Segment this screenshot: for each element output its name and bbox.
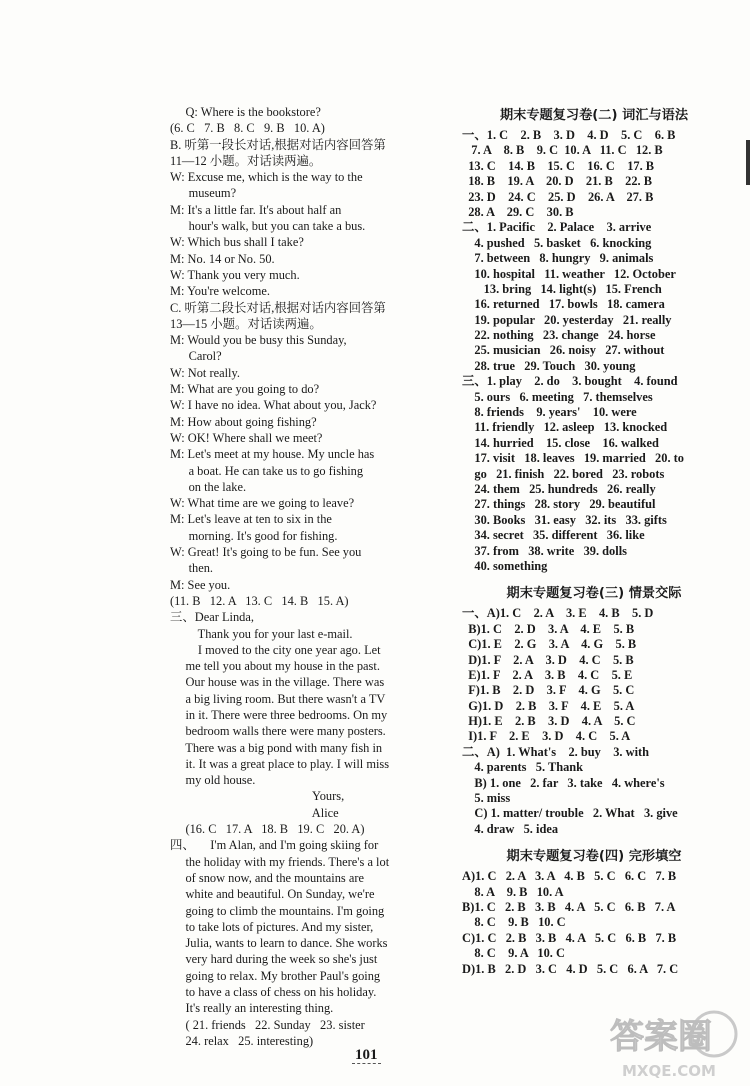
answer-line: 37. from 38. write 39. dolls (462, 543, 627, 558)
left-line: M: What are you going to do? (170, 382, 320, 397)
left-line: W: Which bus shall I take? (170, 235, 304, 250)
left-line: (6. C 7. B 8. C 9. B 10. A) (170, 121, 325, 136)
left-line: C. 听第二段长对话,根据对话内容回答第 (170, 300, 386, 315)
left-line: then. (170, 561, 214, 576)
answer-line: 17. visit 18. leaves 19. married 20. to (462, 451, 684, 466)
answer-line: 14. hurried 15. close 16. walked (462, 435, 659, 450)
answer-line: B)1. C 2. D 3. A 4. E 5. B (462, 621, 635, 636)
answer-line: 8. friends 9. years' 10. were (462, 405, 637, 420)
section-title: 期末专题复习卷(三) 情景交际 (506, 586, 682, 602)
answer-line: E)1. F 2. A 3. B 4. C 5. E (462, 667, 633, 682)
answer-line: 16. returned 17. bowls 18. camera (462, 297, 665, 312)
left-line: B. 听第一段长对话,根据对话内容回答第 (170, 137, 386, 152)
answer-line: D)1. B 2. D 3. C 4. D 5. C 6. A 7. C (462, 961, 679, 976)
left-line: 24. relax 25. interesting) (170, 1033, 314, 1048)
left-line: 11—12 小题。对话读两遍。 (170, 153, 322, 168)
answer-line: 8. C 9. B 10. C (462, 915, 566, 930)
answer-line: 40. something (462, 558, 548, 573)
answer-line: B)1. C 2. B 3. B 4. A 5. C 6. B 7. A (462, 899, 676, 914)
left-line: W: OK! Where shall we meet? (170, 430, 323, 445)
left-line: hour's walk, but you can take a bus. (170, 219, 366, 234)
answer-line: 8. C 9. A 10. C (462, 946, 565, 961)
left-line: my old house. (170, 773, 256, 788)
answer-line: 4. pushed 5. basket 6. knocking (462, 235, 652, 250)
left-column (170, 104, 442, 1049)
answer-line: B) 1. one 2. far 3. take 4. where's (462, 775, 665, 790)
left-line: 13—15 小题。对话读两遍。 (170, 316, 322, 331)
watermark-cn-text: 答案圈 (610, 1017, 712, 1057)
left-line: (11. B 12. A 13. C 14. B 15. A) (170, 593, 349, 608)
left-line: bedroom walls there were many posters. (170, 724, 386, 739)
left-line: W: Thank you very much. (170, 267, 300, 282)
answer-line: H)1. E 2. B 3. D 4. A 5. C (462, 714, 636, 729)
answer-line: 13. bring 14. light(s) 15. French (462, 281, 662, 296)
left-line: on the lake. (170, 479, 247, 494)
left-line: It's really an interesting thing. (170, 1001, 334, 1016)
left-line: M: No. 14 or No. 50. (170, 251, 275, 266)
answer-line: D)1. F 2. A 3. D 4. C 5. B (462, 652, 634, 667)
right-column (462, 104, 726, 977)
left-line: M: Would you be busy this Sunday, (170, 333, 347, 348)
answer-line: 5. miss (462, 791, 511, 806)
answer-line: 25. musician 26. noisy 27. without (462, 343, 665, 358)
left-line: M: How about going fishing? (170, 414, 317, 429)
page-edge-mark (746, 140, 750, 185)
left-line: W: I have no idea. What about you, Jack? (170, 398, 377, 413)
left-line: W: What time are we going to leave? (170, 496, 355, 511)
answer-line: 23. D 24. C 25. D 26. A 27. B (462, 189, 654, 204)
answer-line: 7. between 8. hungry 9. animals (462, 251, 654, 266)
left-line: museum? (170, 186, 237, 201)
answer-line: 二、A) 1. What's 2. buy 3. with (462, 744, 650, 759)
answer-line: A)1. C 2. A 3. A 4. B 5. C 6. C 7. B (462, 869, 677, 884)
left-line: white and beautiful. On Sunday, we're (170, 887, 375, 902)
left-line: of snow now, and the mountains are (170, 870, 364, 885)
answer-line: 13. C 14. B 15. C 16. C 17. B (462, 158, 655, 173)
left-line: There was a big pond with many fish in (170, 740, 383, 755)
left-line: Alice (170, 805, 339, 820)
left-line: Thank you for your last e-mail. (170, 626, 353, 641)
answer-line: 三、1. play 2. do 3. bought 4. found (462, 374, 678, 389)
left-line: morning. It's good for fishing. (170, 528, 338, 543)
answer-line: F)1. B 2. D 3. F 4. G 5. C (462, 683, 635, 698)
answer-line: I)1. F 2. E 3. D 4. C 5. A (462, 729, 631, 744)
answer-line: 一、1. C 2. B 3. D 4. D 5. C 6. B (462, 128, 676, 142)
answer-line: 11. friendly 12. asleep 13. knocked (462, 420, 668, 435)
left-line: M: You're welcome. (170, 284, 270, 299)
answer-line: C)1. C 2. B 3. B 4. A 5. C 6. B 7. B (462, 930, 677, 945)
answer-line: C) 1. matter/ trouble 2. What 3. give (462, 806, 678, 821)
answer-line: 28. A 29. C 30. B (462, 204, 574, 219)
watermark-en-text: MXQE.COM (622, 1062, 716, 1080)
left-line: M: It's a little far. It's about half an (170, 202, 342, 217)
answer-line: C)1. E 2. G 3. A 4. G 5. B (462, 637, 637, 652)
left-line: (16. C 17. A 18. B 19. C 20. A) (170, 822, 365, 837)
answer-line: 28. true 29. Touch 30. young (462, 358, 636, 373)
left-line: it. It was a great place to play. I will miss (170, 756, 390, 771)
left-line: to have a class of chess on his holiday. (170, 985, 377, 1000)
section-title: 期末专题复习卷(二) 词汇与语法 (499, 108, 689, 123)
left-line: W: Excuse me, which is the way to the (170, 170, 363, 185)
answer-line: 18. B 19. A 20. D 21. B 22. B (462, 174, 653, 189)
answer-line: 27. things 28. story 29. beautiful (462, 497, 656, 512)
answer-line: 30. Books 31. easy 32. its 33. gifts (462, 512, 667, 527)
answer-line: 8. A 9. B 10. A (462, 884, 564, 899)
page-number: 101 (352, 1047, 381, 1064)
left-line: Our house was in the village. There was (170, 675, 385, 690)
left-line: M: Let's meet at my house. My uncle has (170, 447, 375, 462)
left-line: a big living room. But there wasn't a TV (170, 691, 386, 706)
left-line: Q: Where is the bookstore? (170, 105, 321, 119)
answer-line: 10. hospital 11. weather 12. October (462, 266, 676, 281)
left-line: very hard during the week so she's just (170, 952, 378, 967)
left-line: M: See you. (170, 577, 231, 592)
left-line: me tell you about my house in the past. (170, 659, 380, 674)
left-line: the holiday with my friends. There's a lot (170, 854, 390, 869)
left-line: ( 21. friends 22. Sunday 23. sister (170, 1017, 365, 1032)
answer-line: 二、1. Pacific 2. Palace 3. arrive (462, 220, 652, 235)
left-line: M: Let's leave at ten to six in the (170, 512, 332, 527)
answer-line: 24. them 25. hundreds 26. really (462, 481, 656, 496)
answer-line: G)1. D 2. B 3. F 4. E 5. A (462, 698, 635, 713)
answer-line: 34. secret 35. different 36. like (462, 528, 645, 543)
answer-line: 7. A 8. B 9. C 10. A 11. C 12. B (462, 143, 663, 158)
left-line: 三、Dear Linda, (170, 610, 254, 625)
left-line: Julia, wants to learn to dance. She works (170, 936, 388, 951)
answer-line: 5. ours 6. meeting 7. themselves (462, 389, 653, 404)
answer-line: 22. nothing 23. change 24. horse (462, 328, 656, 343)
answer-line: 4. parents 5. Thank (462, 760, 584, 775)
left-line: going to relax. My brother Paul's going (170, 968, 381, 983)
section-title: 期末专题复习卷(四) 完形填空 (506, 849, 682, 865)
left-line: 四、 I'm Alan, and I'm going skiing for (170, 838, 379, 853)
left-line: I moved to the city one year ago. Let (170, 642, 381, 657)
left-line: in it. There were three bedrooms. On my (170, 707, 388, 722)
answer-line: 4. draw 5. idea (462, 821, 559, 836)
left-line: to take lots of pictures. And my sister, (170, 919, 374, 934)
left-line: W: Not really. (170, 365, 240, 380)
answer-line: 19. popular 20. yesterday 21. really (462, 312, 672, 327)
left-line: Carol? (170, 349, 222, 364)
answer-line: 一、A)1. C 2. A 3. E 4. B 5. D (462, 606, 654, 621)
left-line: Yours, (170, 789, 345, 804)
left-line: W: Great! It's going to be fun. See you (170, 545, 362, 560)
left-line: going to climb the mountains. I'm going (170, 903, 385, 918)
answer-line: go 21. finish 22. bored 23. robots (462, 466, 665, 481)
left-line: a boat. He can take us to go fishing (170, 463, 364, 478)
watermark-logo (602, 1004, 742, 1082)
